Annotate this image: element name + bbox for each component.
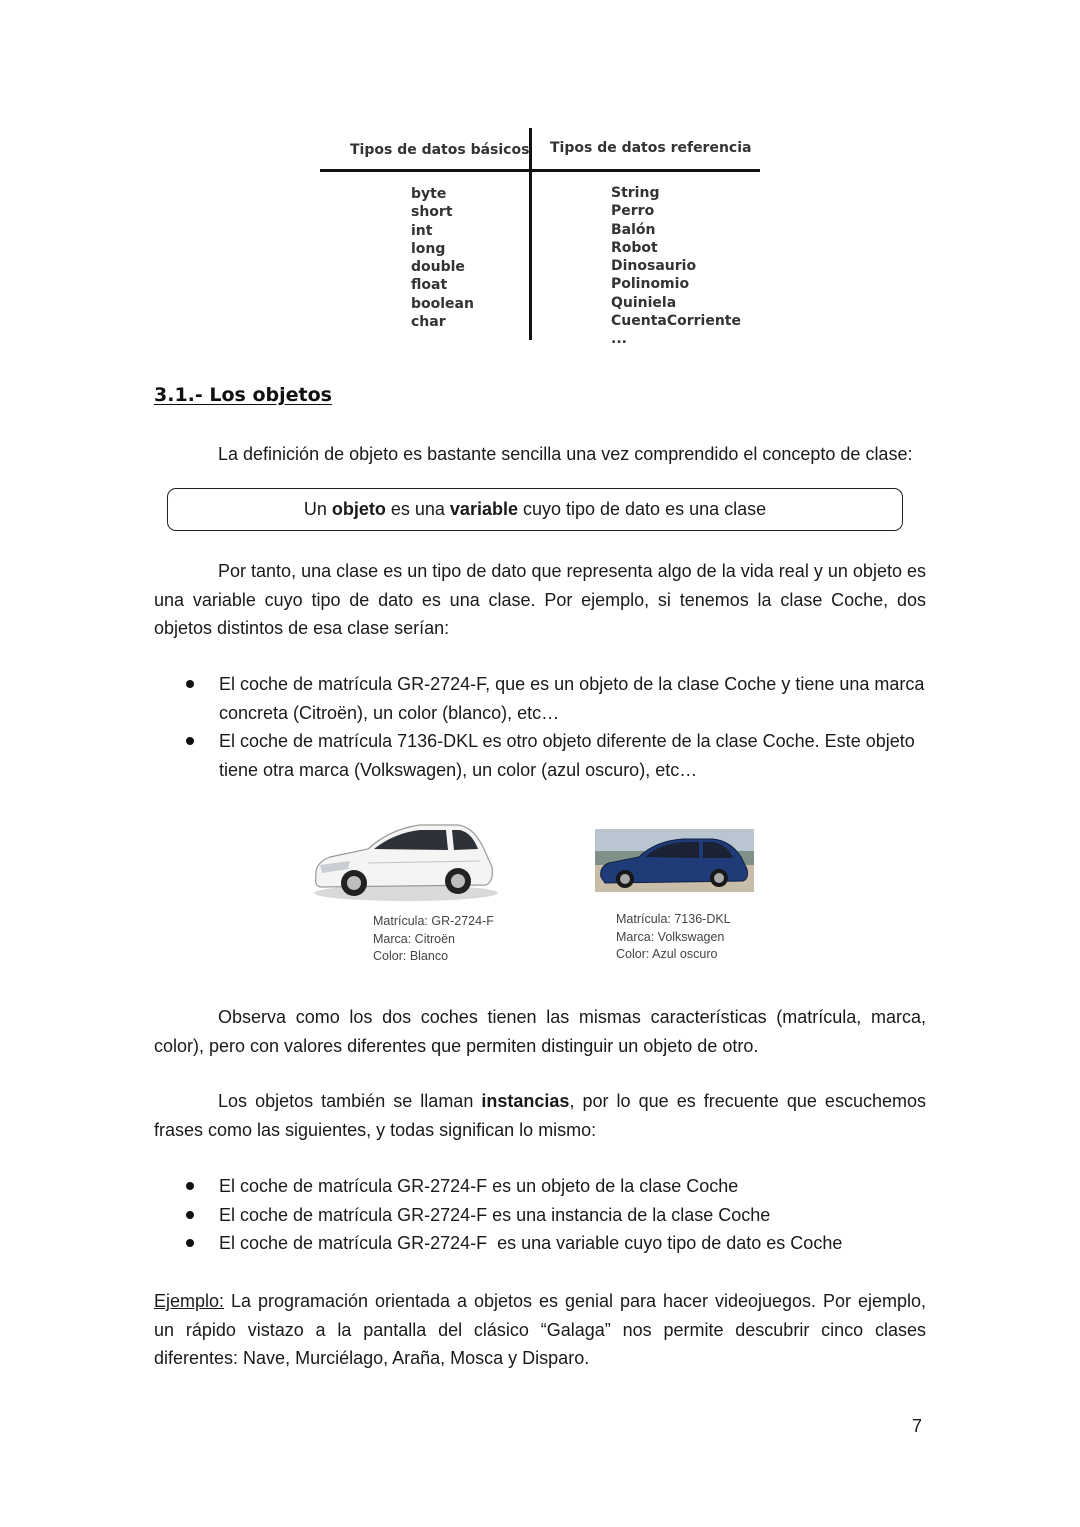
bullet-dot [186,680,194,688]
bold-instancias: instancias [481,1091,570,1111]
basic-type-item: float [411,277,448,294]
reference-type-item: String [611,185,660,201]
basic-types-header: Tipos de datos básicos [350,142,530,158]
basic-type-item: long [411,240,446,257]
table-horizontal-divider [320,169,760,172]
list-item [154,1229,926,1258]
reference-types-list [611,184,741,349]
example-label: Ejemplo: [154,1291,225,1311]
definition-text: es una [385,499,450,519]
reference-type-item: Perro [611,203,655,220]
white-car-caption [373,913,494,966]
car-rear-rim [451,874,465,888]
car-shadow [314,885,498,901]
bullet-dot [186,1182,194,1190]
caption-color: Color: Blanco [373,949,449,963]
definition-text: Un [303,499,332,519]
list-item [154,1172,926,1201]
list-item-text: El coche de matrícula GR-2724-F es una variable cuyo tipo de dato es Coche [219,1233,843,1253]
car-rear-rim [714,873,724,883]
reference-type-item: Quiniela [611,294,677,311]
reference-types-header: Tipos de datos referencia [550,140,752,156]
blue-car-illustration [595,829,754,892]
list-item-text: El coche de matrícula GR-2724-F, que es un objeto de la clase Coche y tiene una marca concreta (Citroën), un color (blanco), etc… [219,674,925,723]
definition-bold-objeto: objeto [331,499,386,519]
bullet-dot [186,737,194,745]
white-car-illustration [308,815,498,905]
list-item [154,670,926,727]
car-front-rim [620,874,630,884]
reference-type-item: Robot [611,239,658,256]
table-vertical-divider [529,128,532,340]
equivalent-phrases-list [154,1172,926,1258]
reference-type-item: Polinomio [611,276,690,293]
example-paragraph [154,1287,926,1373]
paragraph-text: Los objetos también se llaman [218,1091,482,1111]
bullet-dot [186,1239,194,1247]
page-number: 7 [912,1416,923,1436]
caption-marca: Marca: Citroën [373,931,455,946]
comparison-paragraph: Observa como los dos coches tienen las mismas características (matrícula, marca, color), pero con valores diferentes que permiten distinguir un objeto de otro. [154,1007,926,1056]
blue-car-caption [616,911,731,964]
car-front-rim [347,876,361,890]
intro-paragraph: La definición de objeto es bastante sencilla una vez comprendido el concepto de clase: [218,444,913,464]
reference-type-item: Dinosaurio [611,258,697,275]
basic-type-item: char [411,314,446,331]
class-explanation-paragraph: Por tanto, una clase es un tipo de dato que representa algo de la vida real y un objeto es una variable cuyo tipo de dato es una clase. Por ejemplo, si tenemos la clase Coche, dos objetos distintos de esa clase serían: [154,561,926,638]
section-heading: 3.1.- Los objetos [154,384,332,406]
caption-matricula: Matrícula: GR-2724-F [373,914,494,928]
list-item [154,727,926,784]
white-car-image [308,815,498,905]
definition-text: cuyo tipo de dato es una clase [517,499,767,519]
basic-type-item: boolean [411,295,474,312]
list-item [154,1201,926,1230]
basic-type-item: int [411,222,433,239]
basic-type-item: double [411,259,465,276]
caption-marca: Marca: Volkswagen [616,929,725,944]
definition-bold-variable: variable [449,499,518,519]
list-item-text: El coche de matrícula GR-2724-F es un objeto de la clase Coche [219,1176,739,1196]
paragraph-text: La programación orientada a objetos es genial para hacer videojuegos. Por ejemplo, un rápido vistazo a la pantalla del clásico “Galaga” nos permite descubrir cinco clases diferentes: Nave, Murciélago, Araña, Mosca y Disparo. [154,1291,926,1368]
caption-color: Color: Azul oscuro [616,947,718,961]
bullet-dot [186,1211,194,1219]
blue-car-image [595,829,754,892]
paragraph-text: , por lo que es frecuente que escuchemos frases como las siguientes, y todas significan lo mismo: [154,1091,926,1140]
caption-matricula: Matrícula: 7136-DKL [616,912,731,926]
data-types-table [320,128,760,350]
car-objects-list [154,670,926,784]
list-item-text: El coche de matrícula 7136-DKL es otro objeto diferente de la clase Coche. Este objeto tiene otra marca (Volkswagen), un color (azul oscuro), etc… [219,731,915,780]
reference-type-item: ... [611,331,627,348]
definition-callout [167,488,903,531]
reference-type-item: Balón [611,221,656,238]
basic-type-item: byte [411,186,447,202]
basic-type-item: short [411,204,453,221]
list-item-text: El coche de matrícula GR-2724-F es una instancia de la clase Coche [219,1204,771,1225]
reference-type-item: CuentaCorriente [611,313,741,330]
basic-types-list [411,185,474,331]
instances-paragraph [154,1087,926,1144]
